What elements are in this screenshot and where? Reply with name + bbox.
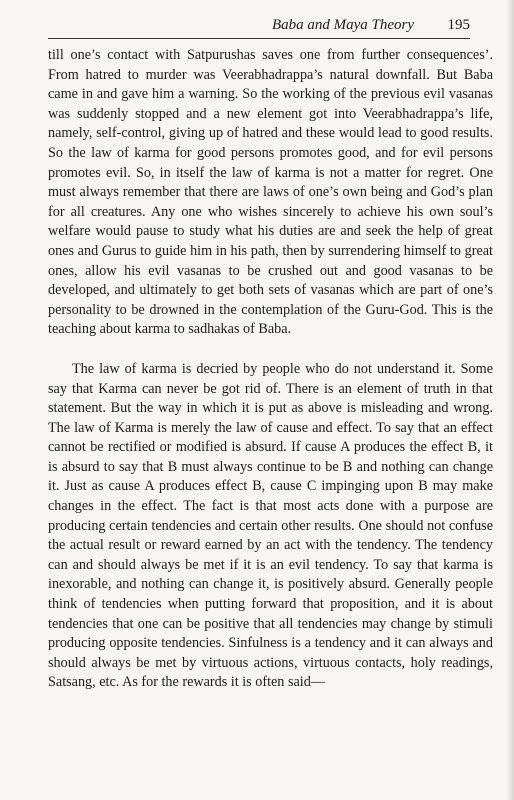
body-text [48, 46, 493, 693]
page-number: 195 [447, 17, 470, 33]
running-header [48, 16, 470, 39]
running-title: Baba and Maya Theory [271, 17, 414, 33]
page-edge-shadow [506, 0, 514, 800]
paragraph: The law of karma is decried by people who do not understand it. Some say that Karma can never be got rid of. There is an element of truth in that statement. But the way in which it is put as above is misleading and wrong. The law of Karma is merely the law of cause and effect. To say that an effect cannot be rectified or modified is absurd. If cause A produces the effect B, it is absurd to say that B must always continue to be B and nothing can change it. Just as cause A produces effect B, cause C impinging upon B may make changes in the effect. The fact is that most acts done with a purpose are producing certain tendencies and certain other results. One should not confuse the actual result or reward earned by an act with the tendency. The tendency can and should always be met if it is an evil tendency. To say that karma is inexorable, and nothing can change it, is positively absurd. Generally people think of tendencies when putting forward that proposition, and it is about tendencies that one can be positive that all tendencies may change by stimuli producing opposite tendencies. Sinfulness is a tendency and it can always and should always be met by virtuous actions, virtuous contacts, holy readings, Satsang, etc. As for the rewards it is often said— [48, 360, 493, 691]
paragraph: till one’s contact with Satpurushas saves one from further consequences’. From hatred to murder was Veerabhadrappa’s natural downfall. But Baba came in and gave him a warning. So the working of the previous evil vasanas was suddenly stopped and a new element got into Veerabhadrappa’s life, namely, self-control, giving up of hatred and these would lead to good results. So the law of karma for good persons promotes good, and for evil persons promotes evil. So, in itself the law of karma is not a matter for regret. One must always remember that there are laws of one’s own being and God’s plan for all creatures. Any one who wishes sincerely to achieve his own soul’s welfare would pause to study what his duties are and seek the help of great ones and Gurus to guide him in his path, then by surrendering himself to great ones, allow his evil vasanas to be crushed out and good vasanas to be developed, and ultimately to get both sets of vasanas which are part of one’s personality to be drowned in the contemplation of the Guru-God. This is the teaching about karma to sadhakas of Baba. [48, 47, 493, 338]
